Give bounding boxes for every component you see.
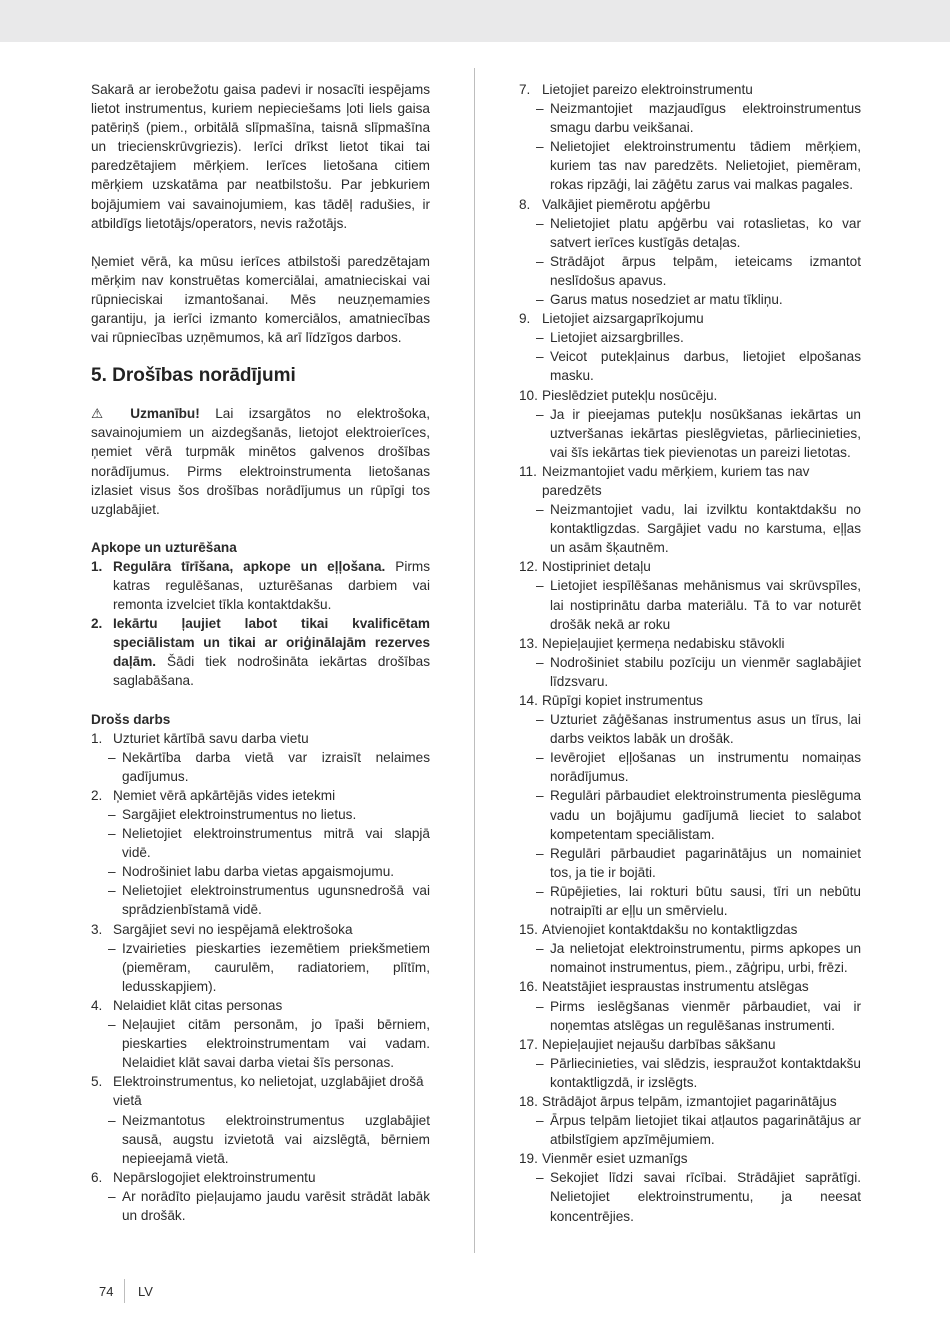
- bullet-text: Ievērojiet eļļošanas un instrumentu nomaiņas norādījumus.: [550, 750, 861, 785]
- bullet-text: Garus matus nosedziet ar matu tīkliņu.: [550, 292, 783, 308]
- item-title-text: Vienmēr esiet uzmanīgs: [542, 1151, 688, 1167]
- bullet-item: [91, 748, 430, 786]
- footer-separator: [124, 1279, 125, 1303]
- bullet-item: [519, 710, 861, 748]
- dash-icon: –: [108, 826, 116, 842]
- bullet-item: [91, 1015, 430, 1072]
- safety-item-title: [519, 309, 861, 328]
- dash-icon: –: [536, 139, 544, 155]
- bullet-text: Ja nelietojat elektroinstrumentu, pirms apkopes un nomainot instrumentus, piem., zāģripu, urbi, frēzi.: [550, 941, 861, 976]
- item-title-text: Neatstājiet iespraustas instrumentu atslēgas: [542, 979, 809, 995]
- dash-icon: –: [536, 998, 544, 1014]
- dash-icon: –: [536, 578, 544, 594]
- bullet-text: Neļaujiet citām personām, jo īpaši bērniem, pieskarties elektroinstrumentam vai vadam. Nelaidiet klāt savai darba vietai šīs personas.: [122, 1017, 430, 1071]
- bullet-text: Ar norādīto pieļaujamo jaudu varēsit strādāt labāk un drošāk.: [122, 1188, 430, 1223]
- safety-item-title: [519, 920, 861, 939]
- bullet-item: [519, 500, 861, 557]
- item-number: 3.: [91, 921, 103, 937]
- bullet-text: Regulāri pārbaudiet pagarinātājus un nomainiet tos, ja tie ir bojāti.: [550, 845, 861, 880]
- safety-item-title: [91, 1168, 430, 1187]
- item-number: 12.: [519, 559, 538, 575]
- dash-icon: –: [108, 940, 116, 956]
- safety-item-title: [91, 786, 430, 805]
- bullet-item: [519, 1168, 861, 1225]
- item-title-text: Lietojiet aizsargaprīkojumu: [542, 311, 704, 327]
- item-title-text: Sargājiet sevi no iespējamā elektrošoka: [113, 921, 353, 937]
- dash-icon: –: [108, 1112, 116, 1128]
- dash-icon: –: [108, 807, 116, 822]
- bullet-item: [91, 939, 430, 996]
- bullet-item: [519, 328, 861, 347]
- bullet-item: [519, 653, 861, 691]
- item-number: 16.: [519, 979, 538, 995]
- item-title-text: Nepārslogojiet elektroinstrumentu: [113, 1169, 316, 1185]
- warning-label: Uzmanību!: [130, 406, 200, 422]
- safety-item-title: [519, 1035, 861, 1054]
- section-title: 5. Drošības norādījumi: [91, 365, 296, 387]
- bullet-item: [519, 882, 861, 920]
- item-title-text: Strādājot ārpus telpām, izmantojiet pagarinātājus: [542, 1093, 837, 1109]
- dash-icon: –: [536, 406, 544, 422]
- intro-paragraph: Sakarā ar ierobežotu gaisa padevi ir nosacīti iespējams lietot instrumentus, kuriem nepieciešams ļoti liels gaisa patēriņš (piem., orbitālā slīpmašīna, taisnā slīpmašīna un triecienskrūvgriezis). Ierīci drīkst lietot tikai tai paredzētajiem mērķiem. Ierīces lietošana citiem mērķiem uzskatāma par neatbilstošu. Par jebkuriem bojājumiem vai savainojumiem, kas tādēļ radušies, ir atbildīgs lietotājs/operators, nevis ražotājs.: [91, 82, 430, 231]
- language-code: LV: [138, 1284, 153, 1299]
- item-title-text: Lietojiet pareizo elektroinstrumentu: [542, 82, 753, 97]
- bullet-text: Neizmantojiet mazjaudīgus elektroinstrumentus smagu darbu veikšanai.: [550, 101, 861, 136]
- bullet-item: [519, 939, 861, 977]
- item-number: 7.: [519, 82, 531, 97]
- bullet-item: [91, 824, 430, 862]
- bullet-item: [519, 786, 861, 843]
- item-number: 4.: [91, 997, 103, 1013]
- maintenance-list: [91, 557, 430, 691]
- dash-icon: –: [108, 864, 116, 880]
- bullet-text: Nelietojiet platu apģērbu vai rotaslietas, ko var satvert ierīces kustīgās detaļas.: [550, 215, 861, 250]
- dash-icon: –: [536, 654, 544, 670]
- dash-icon: –: [536, 883, 544, 899]
- bullet-item: [91, 1187, 430, 1225]
- bullet-text: Neizmantojiet vadu, lai izvilktu kontaktdakšu no kontaktligzdas. Sargājiet vadu no karstuma, eļļas un asām šķautnēm.: [550, 502, 861, 556]
- bullet-text: Sekojiet līdzi savai rīcībai. Strādājiet saprātīgi. Nelietojiet elektroinstrumentu, ja neesat koncentrējies.: [550, 1170, 861, 1224]
- left-column: [91, 80, 430, 1225]
- bullet-text: Pārliecinieties, vai slēdzis, iespraužot kontaktdakšu kontaktligzdā, ir izslēgts.: [550, 1055, 861, 1090]
- item-number: 14.: [519, 693, 538, 708]
- safety-list-right: [519, 80, 861, 1226]
- safety-item-title: [519, 386, 861, 405]
- column-divider: [474, 68, 475, 1253]
- dash-icon: –: [536, 215, 544, 231]
- item-title-text: Uzturiet kārtībā savu darba vietu: [113, 730, 309, 746]
- dash-icon: –: [108, 883, 116, 899]
- bullet-item: [519, 347, 861, 385]
- bullet-text: Pirms ieslēgšanas vienmēr pārbaudiet, vai ir noņemtas atslēgas un regulēšanas instrumenti.: [550, 998, 861, 1033]
- bullet-text: Nelietojiet elektroinstrumentus mitrā vai slapjā vidē.: [122, 826, 430, 861]
- item-title-text: Elektroinstrumentus, ko nelietojat, uzglabājiet drošā vietā: [113, 1074, 424, 1109]
- bullet-item: [519, 214, 861, 252]
- item-title-text: Nostipriniet detaļu: [542, 559, 651, 575]
- item-number: 2.: [91, 787, 103, 803]
- item-number: 11.: [519, 463, 537, 479]
- safety-item-title: [519, 557, 861, 576]
- item-bold-title: Iekārtu ļaujiet labot tikai kvalificētam speciālistam un tikai ar oriģinālajām rezerves daļām.: [113, 616, 430, 670]
- item-bold-title: Regulāra tīrīšana, apkope un eļļošana.: [113, 558, 386, 574]
- top-bar: [0, 0, 950, 42]
- dash-icon: –: [536, 941, 544, 957]
- bullet-text: Izvairieties pieskarties iezemētiem priekšmetiem (piemēram, caurulēm, radiatoriem, plītīm, ledusskapjiem).: [122, 940, 430, 994]
- bullet-item: [519, 997, 861, 1035]
- bullet-item: [519, 99, 861, 137]
- bullet-item: [91, 881, 430, 919]
- safety-item-title: [91, 729, 430, 748]
- dash-icon: –: [108, 1188, 116, 1204]
- safety-item-title: [519, 80, 861, 99]
- bullet-item: [519, 252, 861, 290]
- dash-icon: –: [108, 1017, 116, 1033]
- item-title-text: Valkājiet piemērotu apģērbu: [542, 196, 711, 212]
- safety-item-title: [91, 1072, 430, 1110]
- item-number: 19.: [519, 1151, 538, 1167]
- maintenance-item: [91, 614, 430, 690]
- dash-icon: –: [536, 845, 544, 861]
- dash-icon: –: [536, 750, 544, 766]
- bullet-text: Strādājot ārpus telpām, ieteicams izmantot neslīdošus apavus.: [550, 253, 861, 288]
- bullet-text: Nelietojiet elektroinstrumentus ugunsnedrošā vai sprādzienbīstamā vidē.: [122, 883, 430, 918]
- maintenance-heading: Apkope un uzturēšana: [91, 539, 237, 555]
- item-number: 9.: [519, 311, 531, 327]
- bullet-text: Nelietojiet elektroinstrumentu tādiem mērķiem, kuriem tas nav paredzēts. Nelietojiet, piemēram, rokas ripzāģi, lai zāģētu zarus vai malkas pagales.: [550, 139, 861, 193]
- dash-icon: –: [536, 712, 544, 728]
- bullet-text: Nodrošiniet stabilu pozīciju un vienmēr saglabājiet līdzsvaru.: [550, 654, 861, 689]
- bullet-item: [519, 576, 861, 633]
- bullet-text: Nodrošiniet labu darba vietas apgaismojumu.: [122, 864, 395, 880]
- dash-icon: –: [536, 349, 544, 365]
- dash-icon: –: [536, 330, 544, 346]
- item-number: 10.: [519, 387, 538, 403]
- item-title-text: Rūpīgi kopiet instrumentus: [542, 693, 703, 708]
- bullet-text: Neizmantotus elektroinstrumentus uzglabājiet sausā, augstu izvietotā vai aizslēgtā, bērniem nepieejamā vietā.: [122, 1112, 430, 1166]
- bullet-item: [519, 844, 861, 882]
- item-number: 18.: [519, 1093, 538, 1109]
- dash-icon: –: [536, 1113, 544, 1129]
- dash-icon: –: [536, 292, 544, 308]
- safety-item-title: [519, 977, 861, 996]
- bullet-item: [519, 290, 861, 309]
- safety-item-title: [519, 195, 861, 214]
- item-text: Pirms katras regulēšanas, uzturēšanas darbiem vai remonta izvelciet tīkla kontaktdakšu.: [113, 558, 430, 613]
- warning-text: Lai izsargātos no elektrošoka, savainojumiem un aizdegšanās, lietojot elektroierīces, ņemiet vērā turpmāk minētos galvenos drošības norādījumus. Pirms elektroinstrumenta lietošanas izlasiet visus šos drošības norādījumus un rūpīgi tos uzglabājiet.: [91, 406, 430, 517]
- bullet-text: Uzturiet zāģēšanas instrumentus asus un tīrus, lai darbs veiktos labāk un drošāk.: [550, 712, 861, 747]
- commercial-use-paragraph: Ņemiet vērā, ka mūsu ierīces atbilstoši paredzētajam mērķim nav konstruētas komerciālai, amatnieciskai vai rūpnieciskai izmantošanai. Mēs neuzņemamies garantiju, ja ierīci izmanto komerciālos, amatniecības vai rūpniecības uzņēmumos, kā arī līdzīgos darbos.: [91, 253, 430, 346]
- right-column: [519, 80, 861, 1226]
- bullet-item: [519, 1111, 861, 1149]
- item-title-text: Pieslēdziet putekļu nosūcēju.: [542, 387, 718, 403]
- bullet-item: [519, 137, 861, 194]
- item-number: 6.: [91, 1169, 103, 1185]
- item-number: 8.: [519, 196, 531, 212]
- bullet-text: Lietojiet aizsargbrilles.: [550, 330, 684, 346]
- bullet-text: Lietojiet iespīlēšanas mehānismus vai skrūvspīles, lai nostiprinātu darba materiālu. Tā to var noturēt drošāk nekā ar roku: [550, 578, 861, 632]
- bullet-item: [519, 1054, 861, 1092]
- bullet-text: Ārpus telpām lietojiet tikai atļautos pagarinātājus ar atbilstīgiem apzīmējumiem.: [550, 1113, 861, 1148]
- dash-icon: –: [536, 502, 544, 518]
- bullet-text: Regulāri pārbaudiet elektroinstrumenta pieslēguma vadu un bojājumu gadījumā lieciet to salabot kompetentam speciālistam.: [550, 788, 861, 842]
- dash-icon: –: [108, 749, 116, 765]
- item-title-text: Nelaidiet klāt citas personas: [113, 997, 283, 1013]
- bullet-item: [91, 1111, 430, 1168]
- bullet-text: Ja ir pieejamas putekļu nosūkšanas iekārtas un uztveršanas iekārtas pieslēgvietas, pārliecinieties, vai šīs iekārtas tiek pievienotas un pareizi lietotas.: [550, 406, 861, 460]
- item-number: 15.: [519, 922, 538, 938]
- warning-paragraph: [91, 404, 430, 519]
- item-number: 17.: [519, 1036, 538, 1052]
- bullet-item: [91, 862, 430, 881]
- item-number: 2.: [91, 616, 103, 632]
- dash-icon: –: [536, 101, 544, 117]
- page-number: 74: [99, 1284, 114, 1299]
- item-title-text: Atvienojiet kontaktdakšu no kontaktligzdas: [542, 922, 798, 938]
- item-title-text: Nepieļaujiet ķermeņa nedabisku stāvokli: [542, 635, 785, 651]
- dash-icon: –: [536, 1055, 544, 1071]
- dash-icon: –: [536, 1170, 544, 1186]
- bullet-text: Nekārtība darba vietā var izraisīt nelaimes gadījumus.: [122, 749, 430, 784]
- item-number: 13.: [519, 635, 538, 651]
- bullet-item: [91, 805, 430, 824]
- safety-item-title: [519, 1149, 861, 1168]
- safety-list-left: [91, 729, 430, 1225]
- bullet-item: [519, 405, 861, 462]
- bullet-text: Rūpējieties, lai rokturi būtu sausi, tīri un nebūtu notraipīti ar eļļu un smērvielu.: [550, 883, 861, 919]
- item-title-text: Neizmantojiet vadu mērķiem, kuriem tas nav paredzēts: [542, 463, 810, 498]
- bullet-text: Veicot putekļainus darbus, lietojiet elpošanas masku.: [550, 349, 861, 384]
- item-title-text: Nepieļaujiet nejaušu darbības sākšanu: [542, 1036, 776, 1052]
- warning-icon: ⚠: [91, 406, 115, 422]
- item-number: 1.: [91, 730, 103, 746]
- item-number: 1.: [91, 558, 103, 574]
- maintenance-item: [91, 557, 430, 614]
- safety-item-title: [91, 996, 430, 1015]
- bullet-item: [519, 748, 861, 786]
- item-title-text: Ņemiet vērā apkārtējās vides ietekmi: [113, 787, 336, 803]
- item-text: Šādi tiek nodrošināta iekārtas drošības saglabāšana.: [113, 654, 430, 689]
- bullet-text: Sargājiet elektroinstrumentus no lietus.: [122, 807, 357, 822]
- safety-item-title: [519, 691, 861, 710]
- safety-item-title: [519, 1092, 861, 1111]
- item-number: 5.: [91, 1074, 103, 1090]
- safety-item-title: [519, 634, 861, 653]
- safety-item-title: [91, 920, 430, 939]
- dash-icon: –: [536, 253, 544, 269]
- dash-icon: –: [536, 788, 544, 804]
- safety-item-title: [519, 462, 861, 500]
- safe-work-heading: Drošs darbs: [91, 711, 171, 727]
